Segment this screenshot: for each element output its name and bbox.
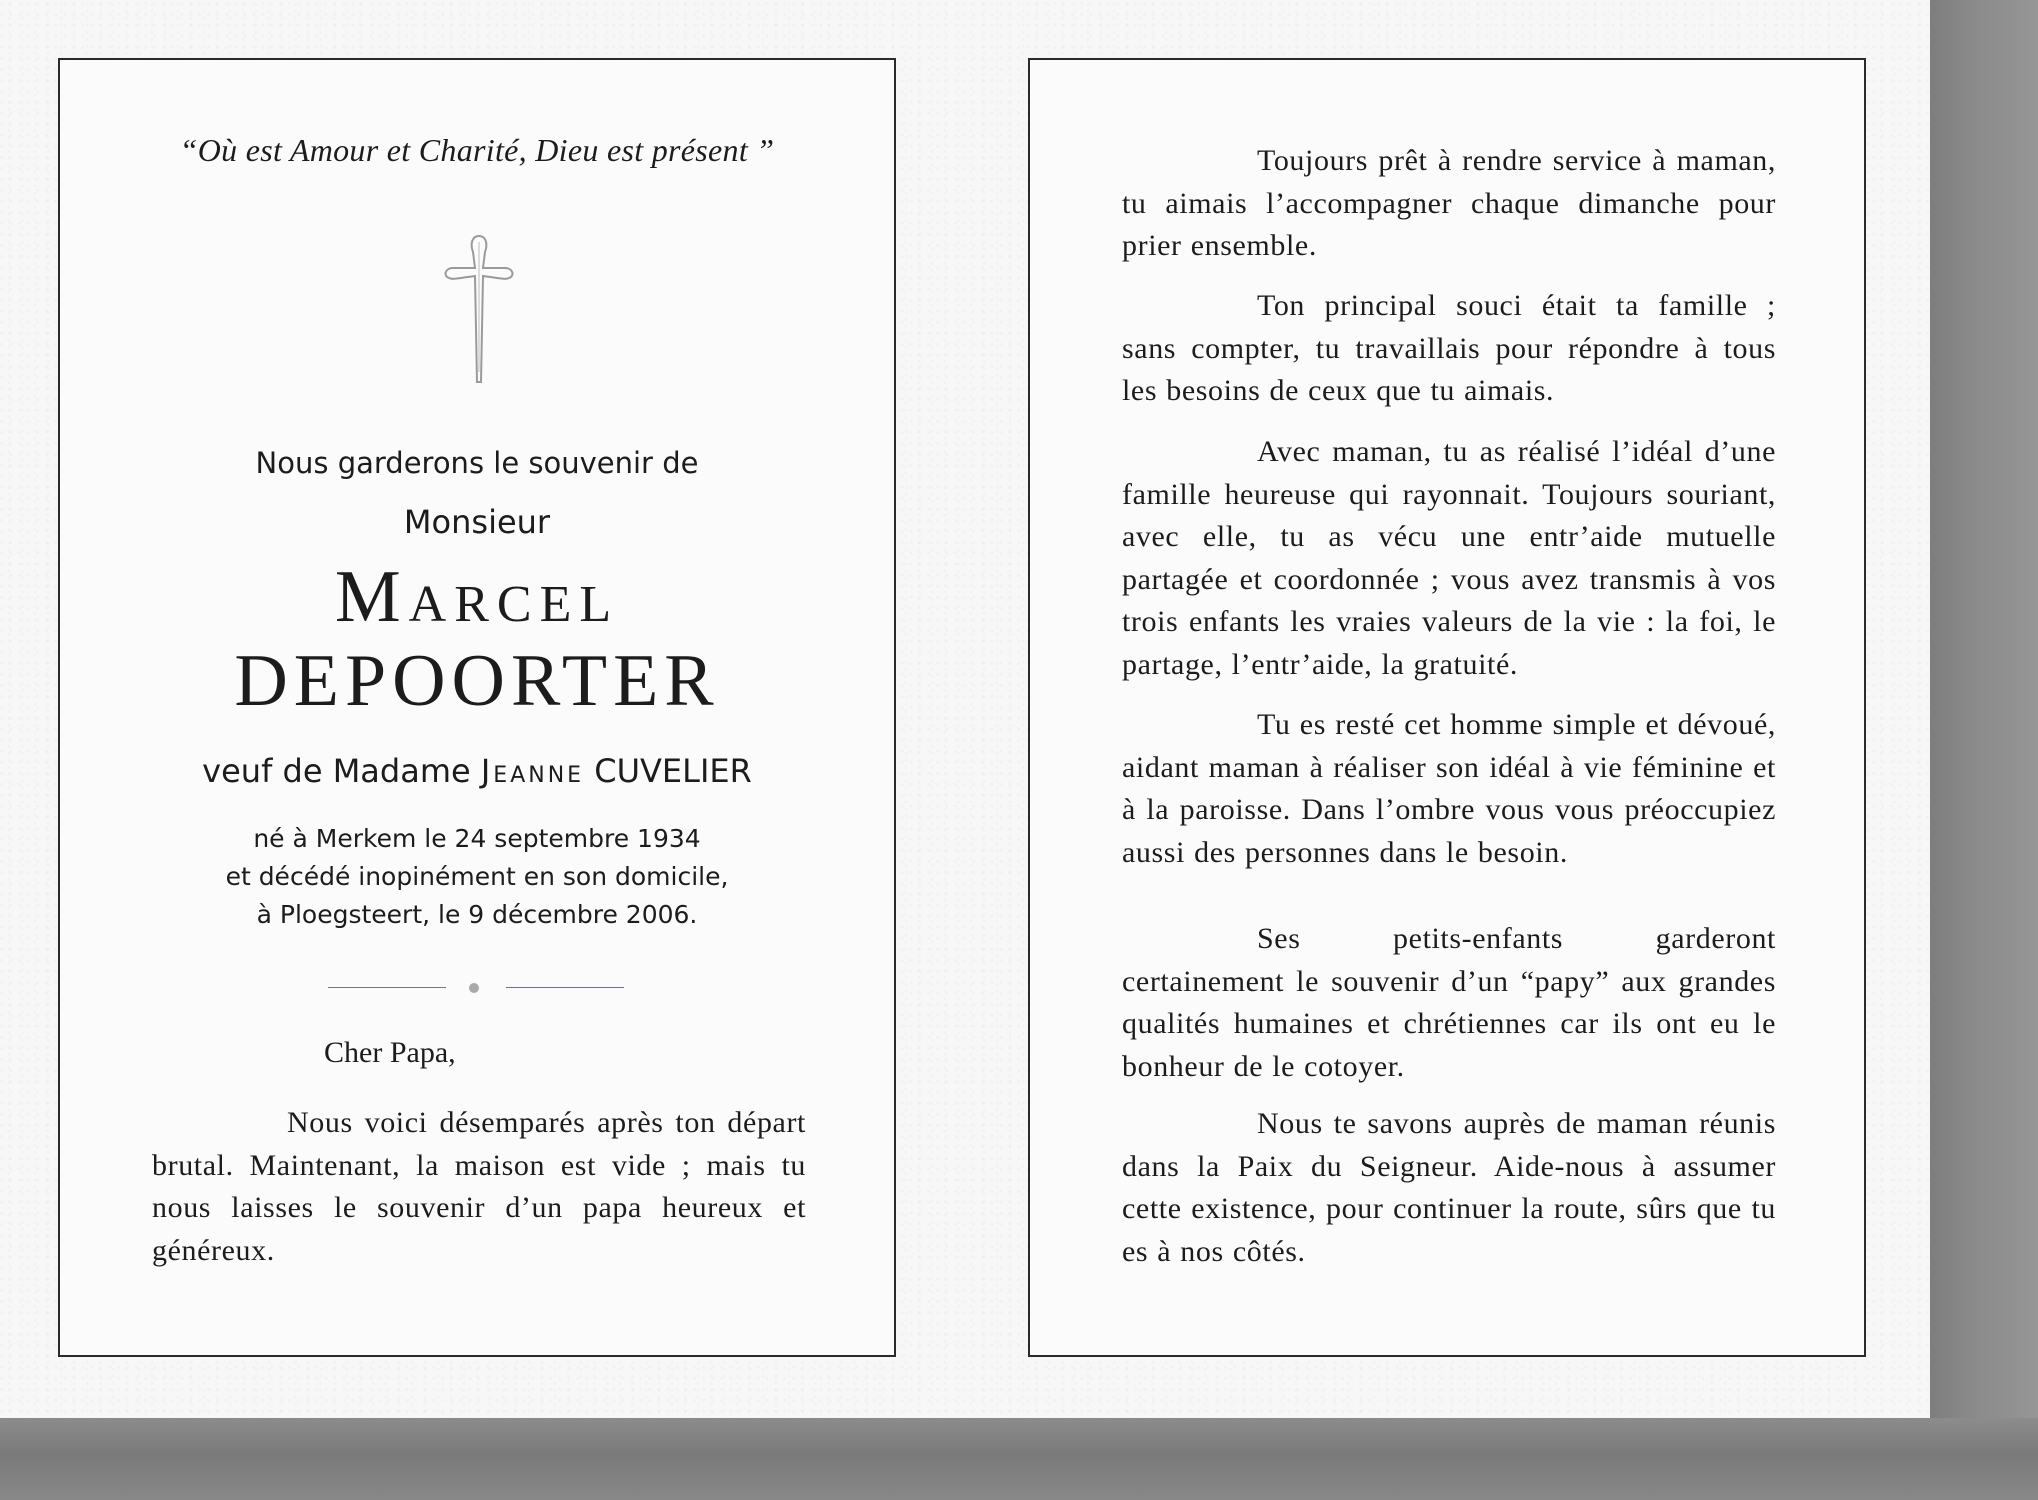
paragraph-text: Toujours prêt à rendre service à maman, tu aimais l’accompagner chaque dimanche pour prier ensemble. xyxy=(1122,144,1776,262)
scanner-background xyxy=(1928,0,2038,1500)
paragraph-1 xyxy=(1122,140,1776,268)
scanner-background-bottom xyxy=(0,1418,2038,1500)
spouse-prefix: veuf de Madame xyxy=(202,752,471,790)
divider-line-left xyxy=(328,987,446,988)
paragraph-2 xyxy=(1122,285,1776,413)
paragraph-5 xyxy=(1122,918,1776,1088)
honorific: Monsieur xyxy=(403,503,551,541)
paragraph-text: Nous te savons auprès de maman réunis dans la Paix du Seigneur. Aide-nous à assumer cette existence, pour continuer la route, sûrs que tu es à nos côtés. xyxy=(1122,1107,1776,1268)
left-paragraph-text: Nous voici désemparés après ton départ brutal. Maintenant, la maison est vide ; mais tu nous laisses le souvenir d’un papa heureux et généreux. xyxy=(152,1106,806,1267)
right-page xyxy=(1028,58,1866,1357)
paragraph-text: Ses petits-enfants garderont certainement le souvenir d’un “papy” aux grandes qualités humaines et chrétiennes car ils ont eu le bonheur de le cotoyer. xyxy=(1122,922,1776,1083)
divider-line-right xyxy=(506,987,624,988)
death-line: et décédé inopinément en son domicile, xyxy=(225,862,729,891)
divider-dot xyxy=(469,983,479,993)
salutation: Cher Papa, xyxy=(324,1036,456,1069)
death-place-line: à Ploegsteert, le 9 décembre 2006. xyxy=(256,900,698,929)
life-dates xyxy=(60,820,894,934)
paragraph-3 xyxy=(1122,431,1776,686)
paragraph-text: Tu es resté cet homme simple et dévoué, aidant maman à réaliser son idéal à vie féminine et à la paroisse. Dans l’ombre vous vous préoccupiez aussi des personnes dans le besoin. xyxy=(1122,708,1776,869)
ornamental-divider xyxy=(328,978,624,998)
epigraph-quote: “Où est Amour et Charité, Dieu est présent ” xyxy=(179,132,775,168)
spouse-last-name: CUVELIER xyxy=(594,752,752,790)
paragraph-6 xyxy=(1122,1103,1776,1273)
birth-line: né à Merkem le 24 septembre 1934 xyxy=(253,824,701,853)
deceased-last-name: DEPOORTER xyxy=(234,640,720,722)
intro-line: Nous garderons le souvenir de xyxy=(255,446,699,480)
spouse-line xyxy=(60,752,894,790)
left-paragraph xyxy=(152,1102,806,1272)
cross-icon xyxy=(439,232,519,392)
left-page xyxy=(58,58,896,1357)
paragraph-text: Ton principal souci était ta famille ; sans compter, tu travaillais pour répondre à tous les besoins de ceux que tu aimais. xyxy=(1122,289,1776,407)
spouse-first-name: Jeanne xyxy=(480,752,585,790)
deceased-first-name: Marcel xyxy=(334,556,620,638)
paragraph-4 xyxy=(1122,704,1776,874)
paragraph-text: Avec maman, tu as réalisé l’idéal d’une famille heureuse qui rayonnait. Toujours souriant, avec elle, tu as vécu une entr’aide mutuelle partagée et coordonnée ; vous avez transmis à vos trois enfants les vraies valeurs de la vie : la foi, le partage, l’entr’aide, la gratuité. xyxy=(1122,435,1776,681)
